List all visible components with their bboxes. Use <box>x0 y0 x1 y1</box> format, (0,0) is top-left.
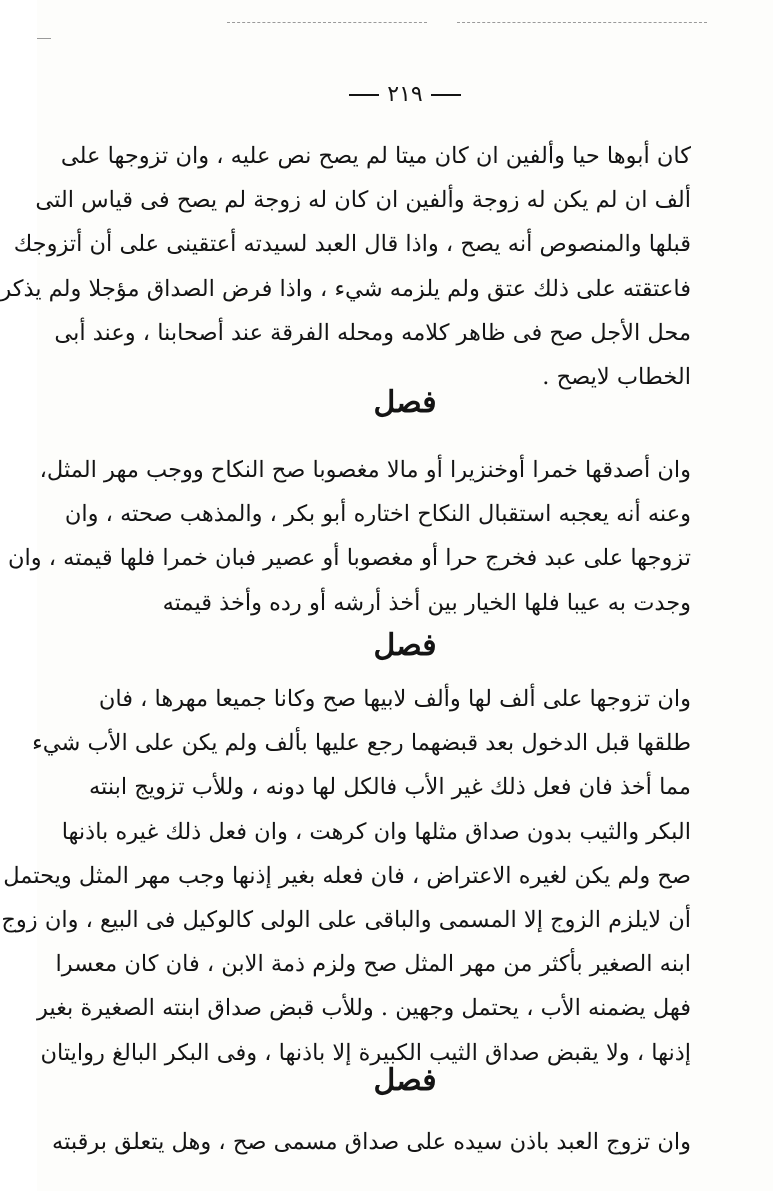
text-line: وان أصدقها خمرا أوخنزيرا أو مالا مغصوبا صح النكاح ووجب مهر المثل، <box>39 457 691 483</box>
text-line: وان تزوج العبد باذن سيده على صداق مسمى صح ، وهل يتعلق برقبته <box>52 1129 691 1155</box>
paragraph-2 <box>7 448 691 625</box>
paragraph-3 <box>1 677 691 1075</box>
dash-left <box>431 94 461 96</box>
text-line: أن لايلزم الزوج إلا المسمى والباقى على الولى كالوكيل فى البيع ، وان زوج <box>1 907 691 934</box>
paragraph-4 <box>52 1120 691 1164</box>
dash-right <box>349 94 379 96</box>
section-heading: فصل <box>373 385 437 420</box>
text-line: صح ولم يكن لغيره الاعتراض ، فان فعله بغير إذنها وجب مهر المثل ويحتمل <box>3 862 691 889</box>
text-line: وجدت به عيبا فلها الخيار بين أخذ أرشه أو رده وأخذ قيمته <box>162 589 691 616</box>
top-edge-rule <box>457 22 707 23</box>
text-line: مما أخذ فان فعل ذلك غير الأب فالكل لها دونه ، وللأب تزويج ابنته <box>88 774 691 801</box>
text-line: وعنه أنه يعجبه استقبال النكاح اختاره أبو بكر ، والمذهب صحته ، وان <box>64 501 691 528</box>
text-line: محل الأجل صح فى ظاهر كلامه ومحله الفرقة عند أصحابنا ، وعند أبى <box>54 319 691 346</box>
top-edge-rule <box>227 22 427 23</box>
text-line: تزوجها على عبد فخرج حرا أو مغصوبا أو عصير فبان خمرا فلها قيمته ، وان <box>7 545 691 572</box>
section-heading: فصل <box>373 628 437 663</box>
paragraph-1 <box>0 134 691 399</box>
page-number-header <box>37 82 773 107</box>
text-line: ألف ان لم يكن له زوجة وألفين ان كان له زوجة لم يصح فى قياس التى <box>35 187 691 214</box>
page-number: ٢١٩ <box>387 82 423 107</box>
left-edge-mark <box>37 38 51 39</box>
text-line: الخطاب لايصح . <box>542 364 691 391</box>
text-line: فاعتقته على ذلك عتق ولم يلزمه شيء ، واذا فرض الصداق مؤجلا ولم يذكر <box>0 275 691 302</box>
section-heading: فصل <box>373 1063 437 1098</box>
text-line: فهل يضمنه الأب ، يحتمل وجهين . وللأب قبض صداق ابنته الصغيرة بغير <box>37 995 691 1022</box>
text-line: البكر والثيب بدون صداق مثلها وان كرهت ، وان فعل ذلك غيره باذنها <box>61 818 691 845</box>
text-line: كان أبوها حيا وألفين ان كان ميتا لم يصح نص عليه ، وان تزوجها على <box>60 143 691 169</box>
text-line: إذنها ، ولا يقبض صداق الثيب الكبيرة إلا باذنها ، وفى البكر البالغ روايتان <box>40 1039 691 1066</box>
text-line: وان تزوجها على ألف لها وألف لابيها صح وكانا جميعا مهرها ، فان <box>98 686 691 712</box>
text-line: ابنه الصغير بأكثر من مهر المثل صح ولزم ذمة الابن ، فان كان معسرا <box>55 951 691 978</box>
text-line: قبلها والمنصوص أنه يصح ، واذا قال العبد لسيدته أعتقينى على أن أتزوجك <box>13 231 691 258</box>
text-line: طلقها قبل الدخول بعد قبضهما رجع عليها بألف ولم يكن على الأب شيء <box>32 730 691 757</box>
